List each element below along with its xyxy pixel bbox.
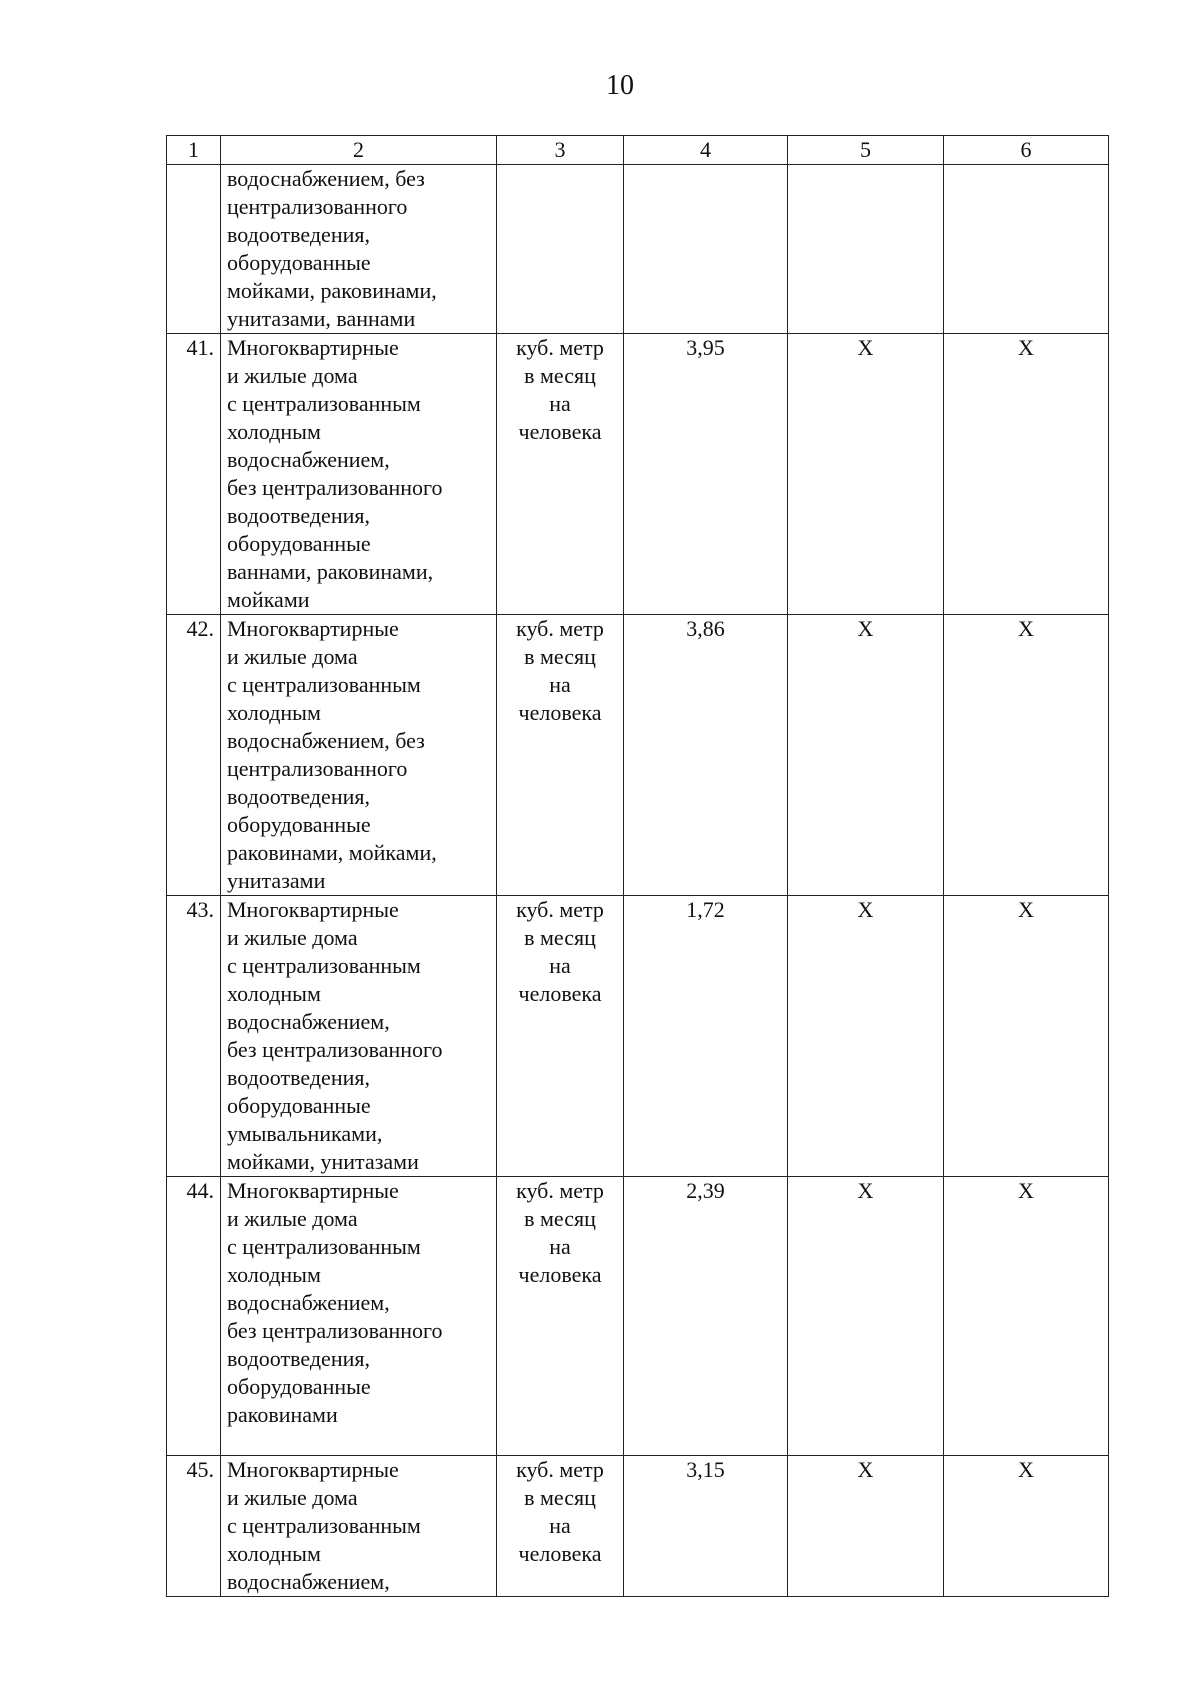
header-col-5: 5 [788,136,944,165]
description-cell [221,165,497,334]
description-line: без централизованного [227,1318,443,1343]
table-row-continuation [167,165,1109,334]
description-line: и жилые дома [227,644,358,669]
description-line: и жилые дома [227,1206,358,1231]
col6-cell: X [944,334,1109,615]
description-cell [221,1456,497,1597]
unit-line: человека [518,1541,602,1566]
description-line: Многоквартирные [227,1457,399,1482]
unit-line: куб. метр [516,335,604,360]
description-line: без централизованного [227,1037,443,1062]
description-line: с централизованным [227,1234,421,1259]
description-line: водоснабжением, без [227,166,425,191]
unit-line: человека [518,1262,602,1287]
description-line: водоснабжением, [227,1009,390,1034]
unit-cell [497,334,624,615]
header-col-4: 4 [624,136,788,165]
description-line: холодным [227,419,321,444]
unit-line: на [549,953,571,978]
description-line: оборудованные [227,1374,371,1399]
description-line: Многоквартирные [227,897,399,922]
description-line: холодным [227,1541,321,1566]
unit-line: в месяц [524,644,596,669]
unit-cell [497,165,624,334]
unit-line: на [549,1234,571,1259]
row-number-cell: 44. [167,1177,221,1456]
description-line: мойками [227,587,310,612]
col5-cell: X [788,896,944,1177]
unit-line: в месяц [524,925,596,950]
description-line: холодным [227,700,321,725]
unit-line: на [549,1513,571,1538]
description-line: холодным [227,981,321,1006]
table-row [167,1177,1109,1456]
description-line: умывальниками, [227,1121,383,1146]
description-line: и жилые дома [227,1485,358,1510]
table-header-row [167,136,1109,165]
description-cell [221,896,497,1177]
col5-cell [788,165,944,334]
description-line: водоснабжением, [227,447,390,472]
description-line: Многоквартирные [227,335,399,360]
col6-cell [944,165,1109,334]
header-col-6: 6 [944,136,1109,165]
description-line: водоотведения, [227,222,370,247]
description-line: с централизованным [227,672,421,697]
description-line: Многоквартирные [227,1178,399,1203]
description-cell [221,334,497,615]
description-cell [221,615,497,896]
description-line: раковинами, мойками, [227,840,437,865]
description-line: водоснабжением, [227,1290,390,1315]
table-row [167,1456,1109,1597]
value-cell: 3,15 [624,1456,788,1597]
description-line: мойками, унитазами [227,1149,419,1174]
unit-cell [497,896,624,1177]
unit-line: в месяц [524,363,596,388]
unit-line: в месяц [524,1485,596,1510]
description-line: водоотведения, [227,1065,370,1090]
description-line: унитазами [227,868,326,893]
description-line: и жилые дома [227,925,358,950]
value-cell: 3,86 [624,615,788,896]
table-row [167,896,1109,1177]
col5-cell: X [788,615,944,896]
unit-cell [497,1456,624,1597]
col6-cell: X [944,1456,1109,1597]
row-number-cell: 42. [167,615,221,896]
unit-line: на [549,391,571,416]
row-number-cell: 43. [167,896,221,1177]
description-line: с централизованным [227,391,421,416]
col6-cell: X [944,615,1109,896]
description-line: водоотведения, [227,503,370,528]
description-line: водоснабжением, без [227,728,425,753]
description-line: с централизованным [227,1513,421,1538]
table-row [167,615,1109,896]
unit-cell [497,1177,624,1456]
table-row [167,334,1109,615]
description-line: мойками, раковинами, [227,278,437,303]
description-line: оборудованные [227,250,371,275]
description-line: без централизованного [227,475,443,500]
header-col-3: 3 [497,136,624,165]
unit-line: человека [518,419,602,444]
description-line: водоснабжением, [227,1569,390,1594]
header-col-2: 2 [221,136,497,165]
description-line: ваннами, раковинами, [227,559,434,584]
norms-table [166,135,1109,1597]
col5-cell: X [788,1456,944,1597]
description-line: раковинами [227,1402,338,1427]
unit-line: человека [518,981,602,1006]
col6-cell: X [944,1177,1109,1456]
description-line: с централизованным [227,953,421,978]
unit-line: куб. метр [516,1457,604,1482]
description-cell [221,1177,497,1456]
description-line: оборудованные [227,531,371,556]
description-line: оборудованные [227,812,371,837]
description-line: холодным [227,1262,321,1287]
unit-line: в месяц [524,1206,596,1231]
col5-cell: X [788,1177,944,1456]
description-line: и жилые дома [227,363,358,388]
unit-line: куб. метр [516,897,604,922]
unit-line: куб. метр [516,616,604,641]
description-line: оборудованные [227,1093,371,1118]
value-cell: 2,39 [624,1177,788,1456]
row-number-cell: 45. [167,1456,221,1597]
description-line: Многоквартирные [227,616,399,641]
unit-cell [497,615,624,896]
row-number-cell: 41. [167,334,221,615]
value-cell: 3,95 [624,334,788,615]
header-col-1: 1 [167,136,221,165]
description-line: водоотведения, [227,1346,370,1371]
col6-cell: X [944,896,1109,1177]
description-line: централизованного [227,194,408,219]
value-cell [624,165,788,334]
unit-line: на [549,672,571,697]
col5-cell: X [788,334,944,615]
unit-line: человека [518,700,602,725]
value-cell: 1,72 [624,896,788,1177]
description-line: унитазами, ваннами [227,306,416,331]
description-line: централизованного [227,756,408,781]
description-line: водоотведения, [227,784,370,809]
row-number-cell [167,165,221,334]
unit-line: куб. метр [516,1178,604,1203]
page-number: 10 [606,70,634,101]
